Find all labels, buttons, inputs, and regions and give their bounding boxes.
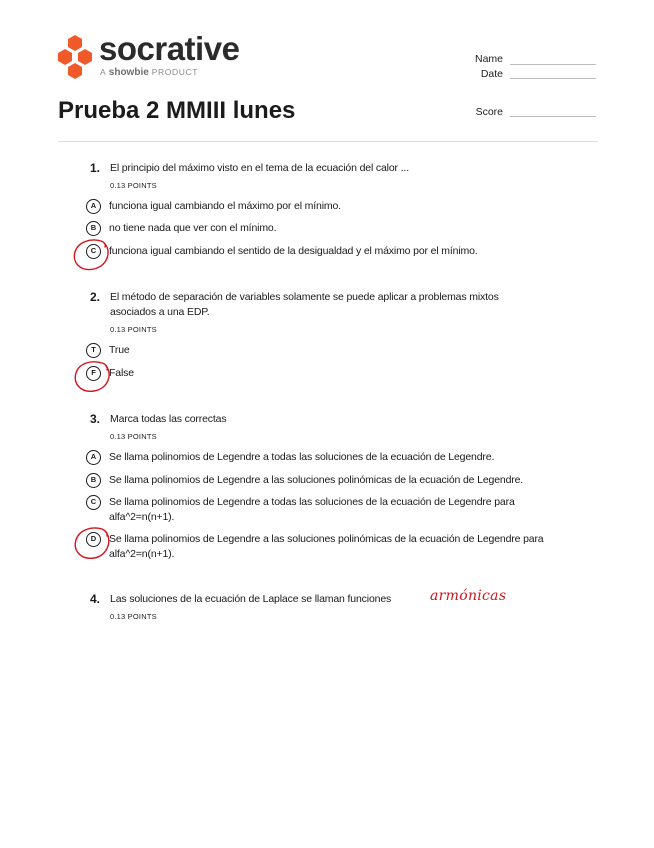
question-number: 2. xyxy=(90,290,101,304)
option-text: True xyxy=(109,344,130,356)
option-text-line-1: Se llama polinomios de Legendre a las soluciones polinómicas de la ecuación de Legendre para xyxy=(109,533,544,545)
page-title: Prueba 2 MMIII lunes xyxy=(58,97,296,124)
question-number: 3. xyxy=(90,412,101,426)
hexagon-cluster-icon xyxy=(58,35,92,79)
option-badge-true: T xyxy=(86,343,101,358)
option-text: Se llama polinomios de Legendre a las soluciones polinómicas de la ecuación de Legendre. xyxy=(109,474,524,486)
option-text-line-2: alfa^2=n(n+1). xyxy=(109,548,175,560)
question-points: 0.13 POINTS xyxy=(110,325,157,334)
name-label: Name xyxy=(474,53,503,65)
question-text: Marca todas las correctas xyxy=(110,413,227,425)
brand-tagline: A showbie PRODUCT xyxy=(100,67,198,78)
option-text: no tiene nada que ver con el mínimo. xyxy=(109,222,277,234)
score-field-line xyxy=(510,116,596,117)
date-label: Date xyxy=(480,68,503,80)
socrative-logo xyxy=(58,30,258,81)
question-text-line-2: asociados a una EDP. xyxy=(110,306,210,318)
option-text-line-2: alfa^2=n(n+1). xyxy=(109,511,175,523)
date-field-line xyxy=(510,78,596,79)
option-badge-b: B xyxy=(86,473,101,488)
handwritten-answer: armónicas xyxy=(430,588,507,604)
option-badge-c: C xyxy=(86,244,101,259)
question-number: 1. xyxy=(90,161,101,175)
question-points: 0.13 POINTS xyxy=(110,612,157,621)
option-badge-a: A xyxy=(86,450,101,465)
question-points: 0.13 POINTS xyxy=(110,181,157,190)
question-text: Las soluciones de la ecuación de Laplace se llaman funciones xyxy=(110,593,392,605)
option-text: funciona igual cambiando el sentido de la desigualdad y el máximo por el mínimo. xyxy=(109,245,478,257)
question-text: El principio del máximo visto en el tema de la ecuación del calor ... xyxy=(110,162,409,174)
score-label: Score xyxy=(475,106,503,118)
option-badge-false: F xyxy=(86,366,101,381)
option-badge-d: D xyxy=(86,532,101,547)
brand-name: socrative xyxy=(99,30,240,67)
option-text: Se llama polinomios de Legendre a todas las soluciones de la ecuación de Legendre. xyxy=(109,451,495,463)
option-text: funciona igual cambiando el máximo por el mínimo. xyxy=(109,200,341,212)
header-divider xyxy=(58,141,598,142)
option-badge-b: B xyxy=(86,221,101,236)
name-field-line xyxy=(510,64,596,65)
question-text-line-1: El método de separación de variables solamente se puede aplicar a problemas mixtos xyxy=(110,291,499,303)
question-number: 4. xyxy=(90,592,101,606)
question-points: 0.13 POINTS xyxy=(110,432,157,441)
option-text: False xyxy=(109,367,134,379)
option-badge-c: C xyxy=(86,495,101,510)
option-text-line-1: Se llama polinomios de Legendre a todas las soluciones de la ecuación de Legendre para xyxy=(109,496,515,508)
option-badge-a: A xyxy=(86,199,101,214)
